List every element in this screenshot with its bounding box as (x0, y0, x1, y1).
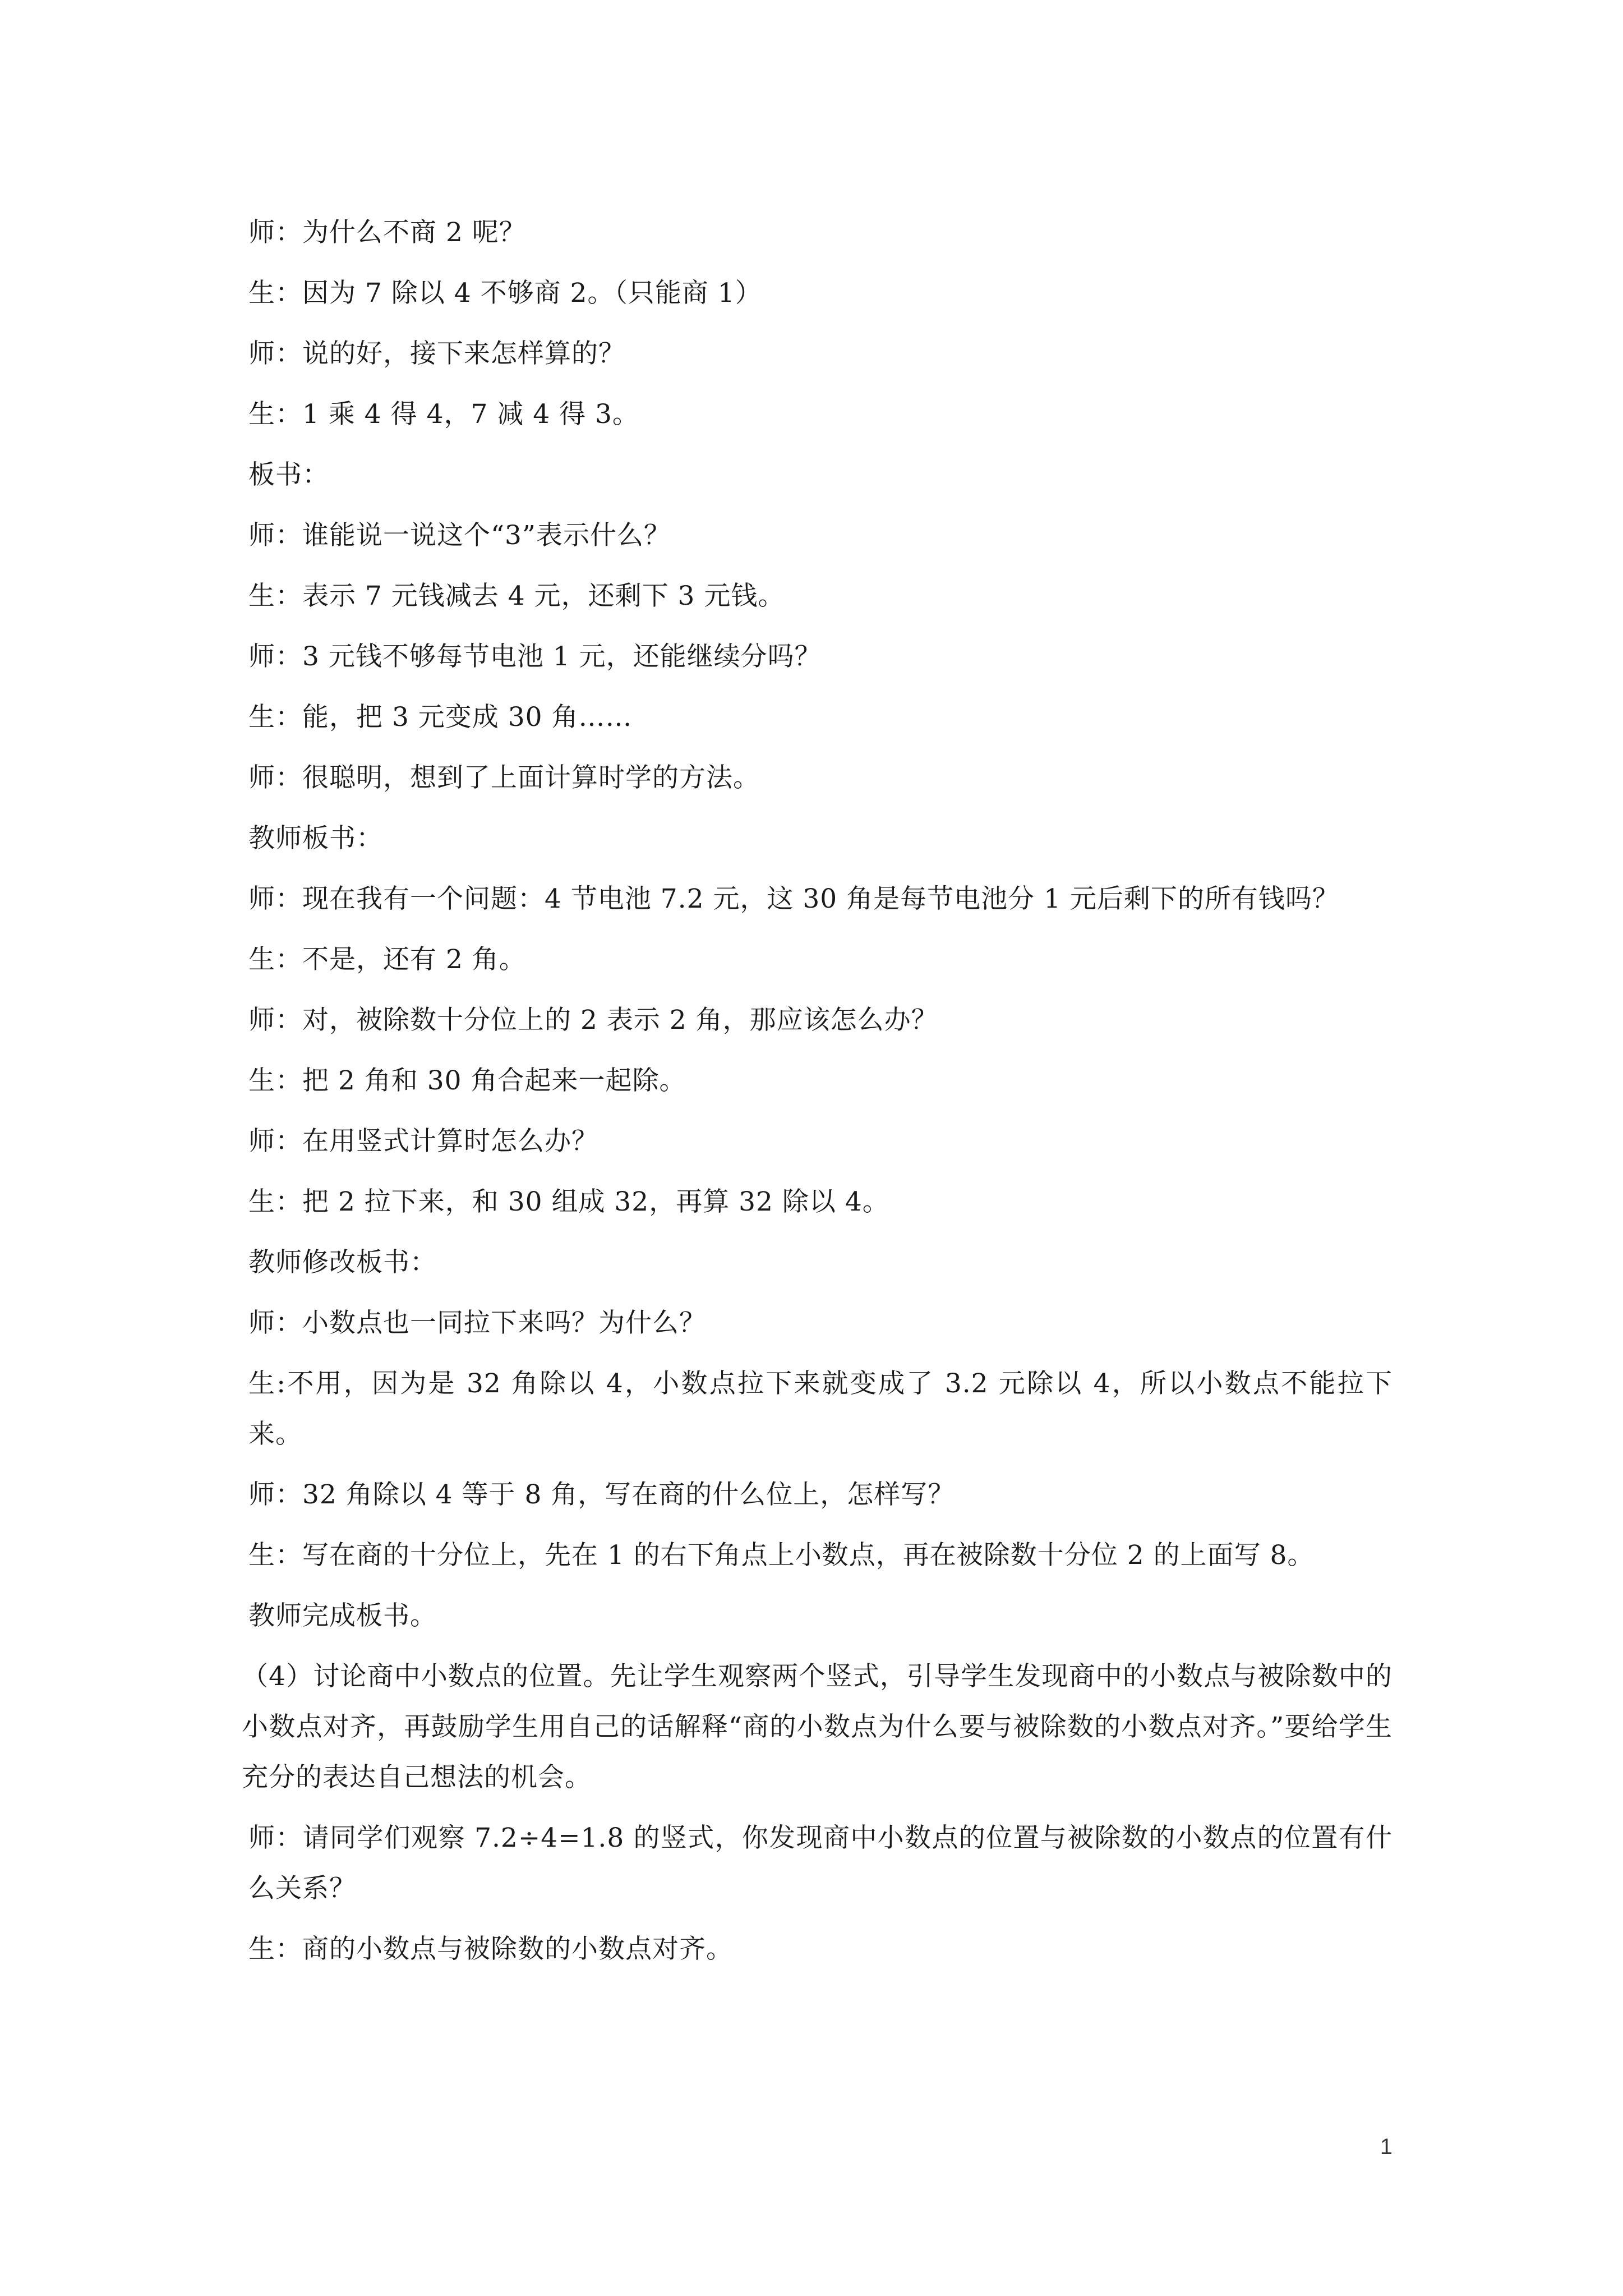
paragraph: 师：说的好，接下来怎样算的？ (248, 338, 625, 369)
paragraph: 师：谁能说一说这个“3”表示什么？ (248, 520, 671, 551)
paragraph: 师：32 角除以 4 等于 8 角，写在商的什么位上，怎样写？ (248, 1479, 955, 1510)
paragraph: 生：把 2 拉下来，和 30 组成 32，再算 32 除以 4。 (248, 1186, 889, 1217)
paragraph: 教师板书： (248, 823, 383, 854)
paragraph: 师：请同学们观察 7.2÷4=1.8 的竖式，你发现商中小数点的位置与被除数的小数点的位置有什么关系？ (248, 1823, 1393, 1904)
paragraph: 师：为什么不商 2 呢？ (248, 217, 526, 248)
paragraph: 师：3 元钱不够每节电池 1 元，还能继续分吗？ (248, 641, 822, 672)
paragraph: （4）讨论商中小数点的位置。先让学生观察两个竖式，引导学生发现商中的小数点与被除数中的小数点对齐，再鼓励学生用自己的话解释“商的小数点为什么要与被除数的小数点对齐。”要给学生充分的表达自己想法的机会。 (242, 1661, 1393, 1793)
document-body (242, 208, 1393, 1985)
paragraph: 师：对，被除数十分位上的 2 表示 2 角，那应该怎么办？ (248, 1005, 938, 1036)
paragraph: 生：表示 7 元钱减去 4 元，还剩下 3 元钱。 (248, 581, 785, 611)
paragraph: 师：很聪明，想到了上面计算时学的方法。 (248, 762, 760, 793)
paragraph: 师：小数点也一同拉下来吗？为什么？ (248, 1308, 706, 1338)
paragraph: 师：现在我有一个问题：4 节电池 7.2 元，这 30 角是每节电池分 1 元后剩下的所有钱吗？ (248, 884, 1339, 914)
paragraph: 生：商的小数点与被除数的小数点对齐。 (248, 1934, 733, 1964)
paragraph: 生：因为 7 除以 4 不够商 2。（只能商 1） (248, 278, 762, 309)
paragraph: 生：能，把 3 元变成 30 角…… (248, 702, 633, 733)
page-number: 1 (1380, 2134, 1393, 2159)
paragraph: 生：不是，还有 2 角。 (248, 944, 526, 975)
paragraph: 生：写在商的十分位上，先在 1 的右下角点上小数点，再在被除数十分位 2 的上面写 8。 (248, 1540, 1315, 1571)
paragraph: 生:不用，因为是 32 角除以 4，小数点拉下来就变成了 3.2 元除以 4，所以小数点不能拉下来。 (248, 1368, 1393, 1450)
paragraph: 教师修改板书： (248, 1247, 437, 1278)
paragraph: 师：在用竖式计算时怎么办？ (248, 1126, 598, 1157)
paragraph: 生：1 乘 4 得 4，7 减 4 得 3。 (248, 399, 639, 430)
paragraph: 生：把 2 角和 30 角合起来一起除。 (248, 1065, 686, 1096)
paragraph: 教师完成板书。 (248, 1600, 437, 1631)
paragraph: 板书： (248, 459, 329, 490)
